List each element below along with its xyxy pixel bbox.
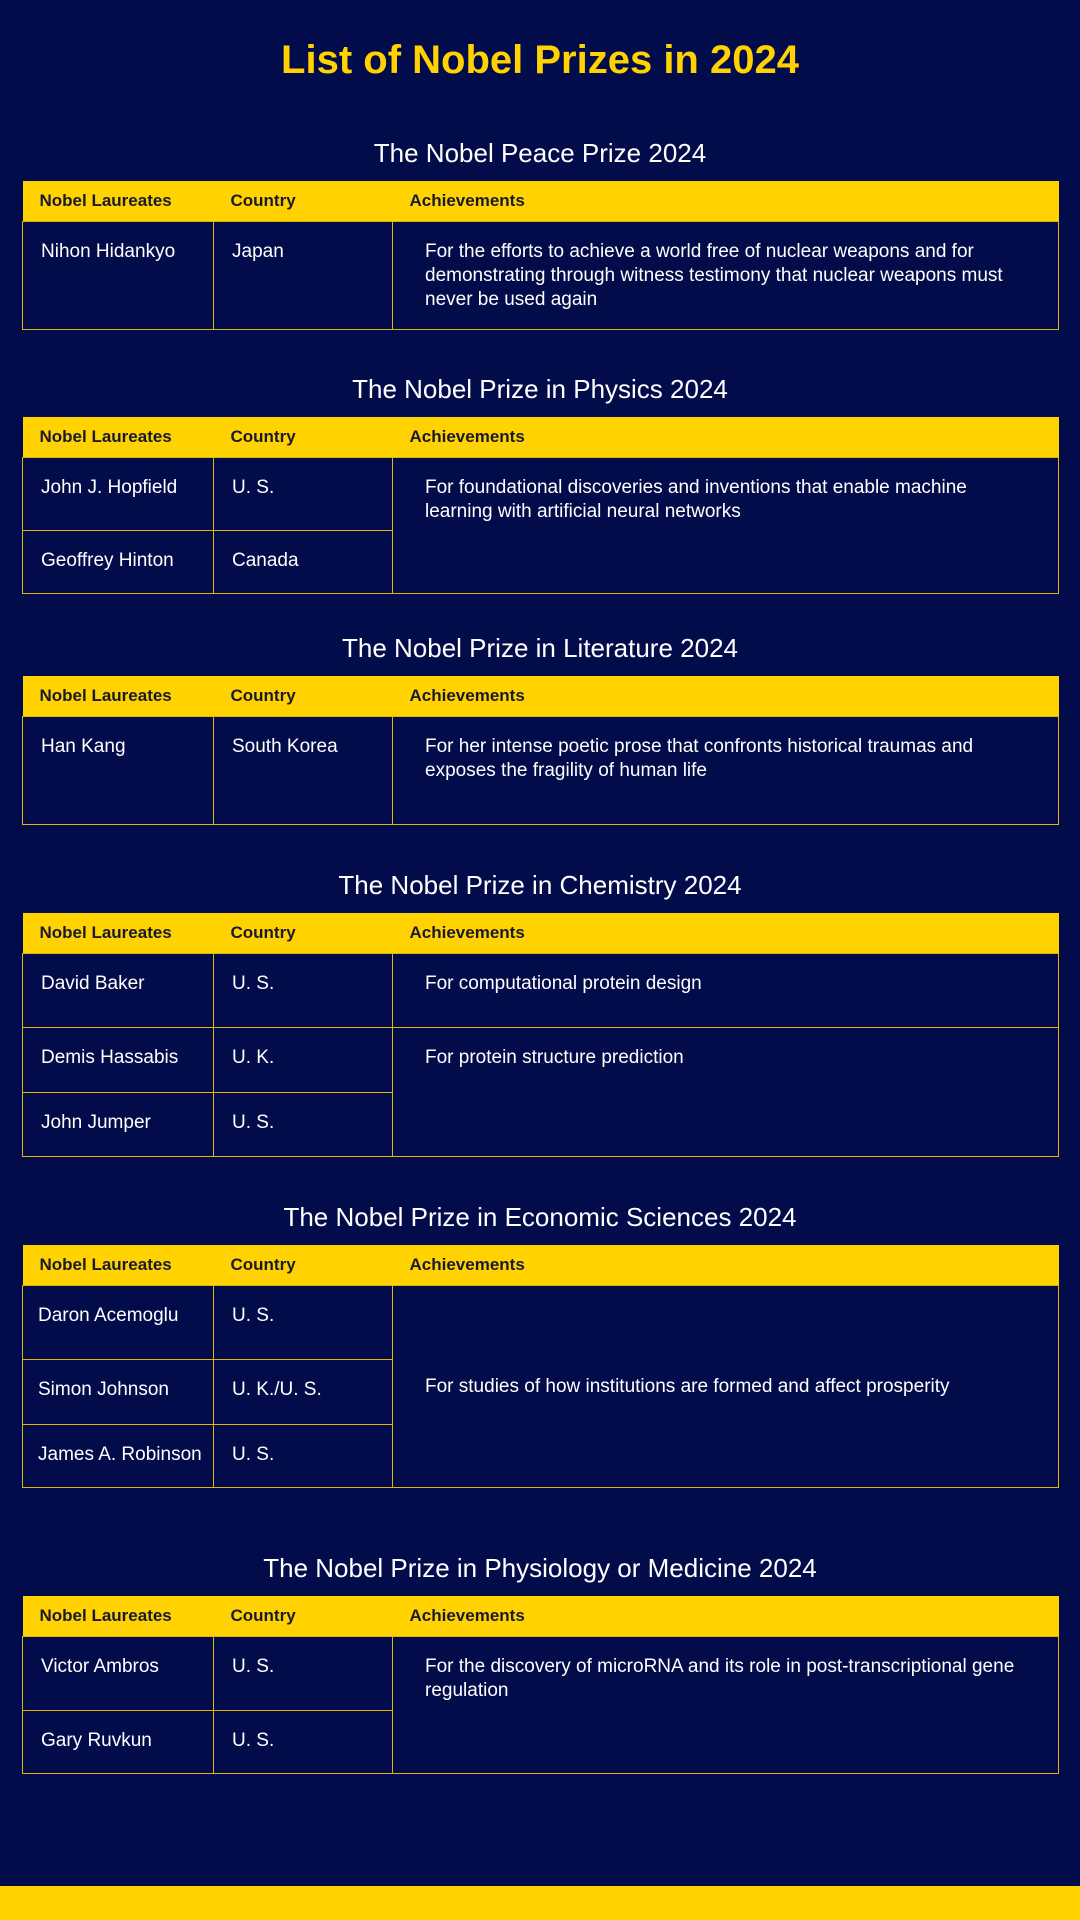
laureate-cell: James A. Robinson [23, 1425, 214, 1488]
achievement-cell: For the discovery of microRNA and its role in post-transcriptional gene regulation [393, 1637, 1059, 1774]
laureate-cell: John J. Hopfield [23, 458, 214, 531]
header-laureates: Nobel Laureates [23, 1596, 214, 1637]
prize-table [22, 1245, 1059, 1488]
section-title: The Nobel Prize in Physiology or Medicine 2024 [263, 1553, 817, 1583]
section-chemistry [22, 857, 1058, 1157]
laureate-cell: Han Kang [23, 717, 214, 825]
laureate-cell: Gary Ruvkun [23, 1711, 214, 1774]
country-cell: U. S. [214, 1637, 393, 1711]
page-title: List of Nobel Prizes in 2024 [281, 38, 799, 82]
section-physics [22, 361, 1058, 594]
section-title: The Nobel Prize in Physics 2024 [352, 374, 728, 404]
achievement-cell: For foundational discoveries and inventions that enable machine learning with artificial neural networks [393, 458, 1059, 594]
header-laureates: Nobel Laureates [23, 676, 214, 717]
header-country: Country [214, 417, 393, 458]
prize-table [22, 181, 1059, 330]
country-cell: South Korea [214, 717, 393, 825]
achievement-cell: For studies of how institutions are formed and affect prosperity [393, 1286, 1059, 1488]
header-country: Country [214, 181, 393, 222]
section-literature [22, 620, 1058, 825]
achievement-cell: For the efforts to achieve a world free of nuclear weapons and for demonstrating through witness testimony that nuclear weapons must never be used again [393, 222, 1059, 330]
header-country: Country [214, 1596, 393, 1637]
laureate-cell: Victor Ambros [23, 1637, 214, 1711]
section-economic-sciences [22, 1189, 1058, 1488]
prize-table [22, 417, 1059, 594]
achievement-cell: For her intense poetic prose that confronts historical traumas and exposes the fragility of human life [393, 717, 1059, 825]
section-medicine [22, 1540, 1058, 1774]
header-laureates: Nobel Laureates [23, 1245, 214, 1286]
section-peace [22, 125, 1058, 330]
country-cell: U. S. [214, 1286, 393, 1360]
header-achievements: Achievements [393, 676, 1059, 717]
header-achievements: Achievements [393, 913, 1059, 954]
prize-table [22, 913, 1059, 1157]
section-title: The Nobel Peace Prize 2024 [373, 138, 707, 168]
laureate-cell: Nihon Hidankyo [23, 222, 214, 330]
country-cell: U. K. [214, 1028, 393, 1093]
header-achievements: Achievements [393, 1596, 1059, 1637]
laureate-cell: Geoffrey Hinton [23, 531, 214, 594]
country-cell: Japan [214, 222, 393, 330]
achievement-cell: For protein structure prediction [393, 1028, 1059, 1157]
section-title: The Nobel Prize in Economic Sciences 2024 [283, 1202, 797, 1232]
header-laureates: Nobel Laureates [23, 417, 214, 458]
country-cell: Canada [214, 531, 393, 594]
footer-bar [0, 1886, 1080, 1920]
achievement-cell: For computational protein design [393, 954, 1059, 1028]
country-cell: U. S. [214, 458, 393, 531]
header-country: Country [214, 1245, 393, 1286]
header-achievements: Achievements [393, 181, 1059, 222]
header-laureates: Nobel Laureates [23, 181, 214, 222]
laureate-cell: David Baker [23, 954, 214, 1028]
country-cell: U. K./U. S. [214, 1360, 393, 1425]
prize-table [22, 676, 1059, 825]
header-achievements: Achievements [393, 417, 1059, 458]
laureate-cell: Daron Acemoglu [23, 1286, 214, 1360]
laureate-cell: Simon Johnson [23, 1360, 214, 1425]
section-title: The Nobel Prize in Chemistry 2024 [338, 870, 742, 900]
laureate-cell: John Jumper [23, 1093, 214, 1157]
section-title: The Nobel Prize in Literature 2024 [341, 633, 738, 663]
laureate-cell: Demis Hassabis [23, 1028, 214, 1093]
header-country: Country [214, 676, 393, 717]
header-achievements: Achievements [393, 1245, 1059, 1286]
country-cell: U. S. [214, 1711, 393, 1774]
country-cell: U. S. [214, 1425, 393, 1488]
country-cell: U. S. [214, 1093, 393, 1157]
country-cell: U. S. [214, 954, 393, 1028]
prize-table [22, 1596, 1059, 1774]
header-laureates: Nobel Laureates [23, 913, 214, 954]
header-country: Country [214, 913, 393, 954]
